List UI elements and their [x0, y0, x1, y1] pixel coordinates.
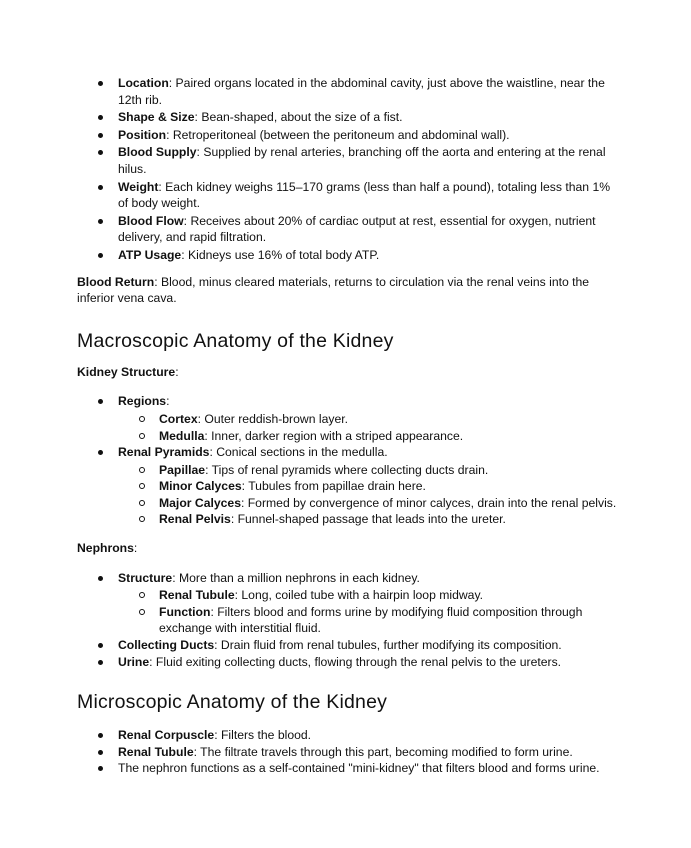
list-item-renal-pyramids: Renal Pyramids: Conical sections in the medulla. Papillae: Tips of renal pyramids where collecting ducts drain. Minor Calyces: Tubules from papillae drain here. Major Calyces: Formed by convergence of minor calyces, drain into the renal pelvis. Renal Pelvis: Funnel-shaped passage that leads into the ureter. [77, 444, 617, 528]
kidney-structure-label: Kidney Structure: [77, 364, 179, 379]
list-item-papillae: Papillae: Tips of renal pyramids where collecting ducts drain. [77, 462, 617, 479]
list-item-major-calyces: Major Calyces: Formed by convergence of minor calyces, drain into the renal pelvis. [77, 495, 617, 512]
list-item-regions: Regions: Cortex: Outer reddish-brown layer. Medulla: Inner, darker region with a striped appearance. [77, 393, 617, 444]
structure-sublist [118, 587, 617, 637]
macroscopic-heading: Macroscopic Anatomy of the Kidney [77, 329, 394, 352]
list-item-position: Position: Retroperitoneal (between the peritoneum and abdominal wall). [77, 127, 617, 144]
kidney-structure-list [77, 393, 617, 528]
list-item-renal-corpuscle: Renal Corpuscle: Filters the blood. [77, 727, 617, 744]
list-item-structure: Structure: More than a million nephrons in each kidney. Renal Tubule: Long, coiled tube with a hairpin loop midway. Function: Filters blood and forms urine by modifying fluid composition through exchange with interstitial fluid. [77, 570, 617, 637]
list-item-function: Function: Filters blood and forms urine by modifying fluid composition through exchange with interstitial fluid. [77, 604, 617, 637]
list-item-shape-size: Shape & Size: Bean-shaped, about the size of a fist. [77, 109, 617, 126]
regions-sublist [118, 411, 617, 444]
blood-return-paragraph: Blood Return: Blood, minus cleared materials, returns to circulation via the renal veins into the inferior vena cava. [77, 274, 590, 306]
list-item-nephron-note: The nephron functions as a self-contained "mini-kidney" that filters blood and forms urine. [77, 760, 617, 777]
list-item-atp-usage: ATP Usage: Kidneys use 16% of total body ATP. [77, 247, 617, 264]
list-item-cortex: Cortex: Outer reddish-brown layer. [77, 411, 617, 428]
list-item-minor-calyces: Minor Calyces: Tubules from papillae drain here. [77, 478, 617, 495]
document-page [77, 75, 617, 777]
microscopic-list [77, 727, 617, 777]
list-item-weight: Weight: Each kidney weighs 115–170 grams (less than half a pound), totaling less than 1% of body weight. [77, 179, 617, 212]
list-item-collecting-ducts: Collecting Ducts: Drain fluid from renal tubules, further modifying its composition. [77, 637, 617, 654]
list-item-urine: Urine: Fluid exiting collecting ducts, flowing through the renal pelvis to the ureters. [77, 654, 617, 671]
nephrons-label: Nephrons: [77, 541, 138, 556]
nephrons-list [77, 570, 617, 671]
pyramids-sublist [118, 462, 617, 528]
list-item-medulla: Medulla: Inner, darker region with a striped appearance. [77, 428, 617, 445]
list-item-renal-pelvis: Renal Pelvis: Funnel-shaped passage that leads into the ureter. [77, 511, 617, 528]
list-item-location: Location: Paired organs located in the abdominal cavity, just above the waistline, near the 12th rib. [77, 75, 617, 108]
kidney-overview-list [77, 75, 617, 264]
microscopic-heading: Microscopic Anatomy of the Kidney [77, 691, 388, 714]
list-item-micro-renal-tubule: Renal Tubule: The filtrate travels through this part, becoming modified to form urine. [77, 744, 617, 761]
list-item-blood-supply: Blood Supply: Supplied by renal arteries, branching off the aorta and entering at the renal hilus. [77, 144, 617, 177]
list-item-blood-flow: Blood Flow: Receives about 20% of cardiac output at rest, essential for oxygen, nutrient delivery, and rapid filtration. [77, 213, 617, 246]
list-item-renal-tubule: Renal Tubule: Long, coiled tube with a hairpin loop midway. [77, 587, 617, 604]
